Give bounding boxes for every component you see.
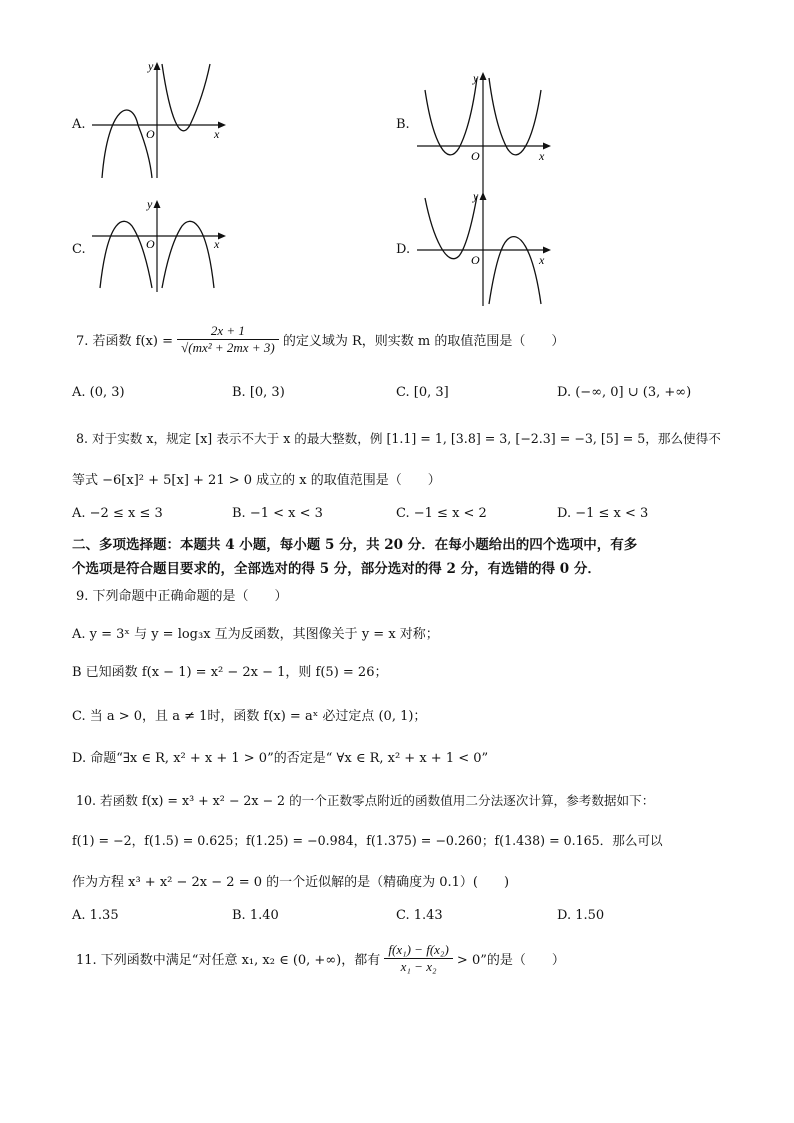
q7-numerator: 2x + 1 (177, 323, 279, 340)
origin-label: O (471, 149, 480, 163)
x-axis-label: x (214, 237, 220, 251)
graph-c (90, 196, 230, 294)
graph-d-label: D. (396, 242, 411, 257)
q7-fraction (177, 323, 279, 356)
q9-option-c: C. 当 a > 0，且 a ≠ 1时，函数 f(x) = aˣ 必过定点 (0, 1)； (72, 709, 427, 724)
q7-denominator: √(mx² + 2mx + 3) (181, 340, 275, 355)
q8-line2: 等式 −6[x]² + 5[x] + 21 > 0 成立的 x 的取值范围是（ ） (72, 473, 441, 488)
origin-label: O (471, 253, 480, 267)
y-axis-label: y (147, 197, 153, 211)
graph-a (90, 58, 230, 180)
q8-option-b: B. −1 < x < 3 (232, 506, 323, 521)
q11-suffix: > 0”的是（ ） (456, 953, 565, 968)
y-axis-label: y (473, 189, 479, 203)
q10-line3: 作为方程 x³ + x² − 2x − 2 = 0 的一个近似解的是（精确度为 0.1）( ) (72, 875, 510, 890)
origin-label: O (146, 127, 155, 141)
q10-option-d: D. 1.50 (557, 908, 605, 923)
graph-a-label: A. (72, 117, 86, 132)
q7-suffix: 的定义域为 R，则实数 m 的取值范围是（ ） (282, 334, 565, 349)
question-11-stem (76, 942, 565, 975)
q10-line1: 10. 若函数 f(x) = x³ + x² − 2x − 2 的一个正数零点附近的函数值用二分法逐次计算，参考数据如下： (76, 793, 655, 808)
q8-line1: 8. 对于实数 x，规定 [x] 表示不大于 x 的最大整数，例 [1.1] = 1, [3.8] = 3, [−2.3] = −3, [5] = 5，那么使得不 (76, 431, 721, 446)
q11-fraction (384, 942, 452, 975)
graph-b (415, 68, 555, 200)
q9-option-d: D. 命题“∃x ∈ R, x² + x + 1 > 0”的否定是“ ∀x ∈ R, x² + x + 1 < 0” (72, 751, 489, 766)
q9-option-a: A. y = 3ˣ 与 y = log₃x 互为反函数，其图像关于 y = x 对称； (72, 627, 439, 642)
q10-option-a: A. 1.35 (72, 908, 119, 923)
q10-option-b: B. 1.40 (232, 908, 279, 923)
question-7-stem (76, 323, 564, 356)
graph-d (415, 188, 555, 308)
graph-c-label: C. (72, 242, 86, 257)
q10-line2: f(1) = −2，f(1.5) = 0.625；f(1.25) = −0.984，f(1.375) = −0.260；f(1.438) = 0.165．那么可以 (72, 833, 663, 848)
q9-option-b: B 已知函数 f(x − 1) = x² − 2x − 1，则 f(5) = 26； (72, 665, 388, 680)
q7-option-d: D. (−∞, 0] ∪ (3, +∞) (557, 385, 692, 400)
x-axis-label: x (214, 127, 220, 141)
q9-stem: 9. 下列命题中正确命题的是（ ） (76, 589, 288, 604)
q11-prefix: 11. 下列函数中满足“对任意 x₁, x₂ ∈ (0, +∞)，都有 (76, 953, 381, 968)
q11-numerator: f(x₁) − f(x₂) (384, 942, 452, 959)
q7-option-a: A. (0, 3) (72, 385, 125, 400)
graph-b-label: B. (396, 117, 410, 132)
y-axis-label: y (148, 59, 154, 73)
q7-option-c: C. [0, 3] (396, 385, 449, 400)
section-2-line1: 二、多项选择题：本题共 4 小题，每小题 5 分，共 20 分．在每小题给出的四个选项中，有多 (72, 537, 638, 553)
origin-label: O (146, 237, 155, 251)
q8-option-c: C. −1 ≤ x < 2 (396, 506, 487, 521)
q7-prefix: 7. 若函数 f(x) = (76, 334, 173, 349)
q10-option-c: C. 1.43 (396, 908, 443, 923)
q8-option-a: A. −2 ≤ x ≤ 3 (72, 506, 163, 521)
y-axis-label: y (473, 71, 479, 85)
q11-denominator: x₁ − x₂ (400, 959, 437, 974)
x-axis-label: x (539, 149, 545, 163)
q7-option-b: B. [0, 3) (232, 385, 285, 400)
section-2-line2: 个选项是符合题目要求的，全部选对的得 5 分，部分选对的得 2 分，有选错的得 0 分． (72, 561, 601, 577)
x-axis-label: x (539, 253, 545, 267)
q8-option-d: D. −1 ≤ x < 3 (557, 506, 649, 521)
